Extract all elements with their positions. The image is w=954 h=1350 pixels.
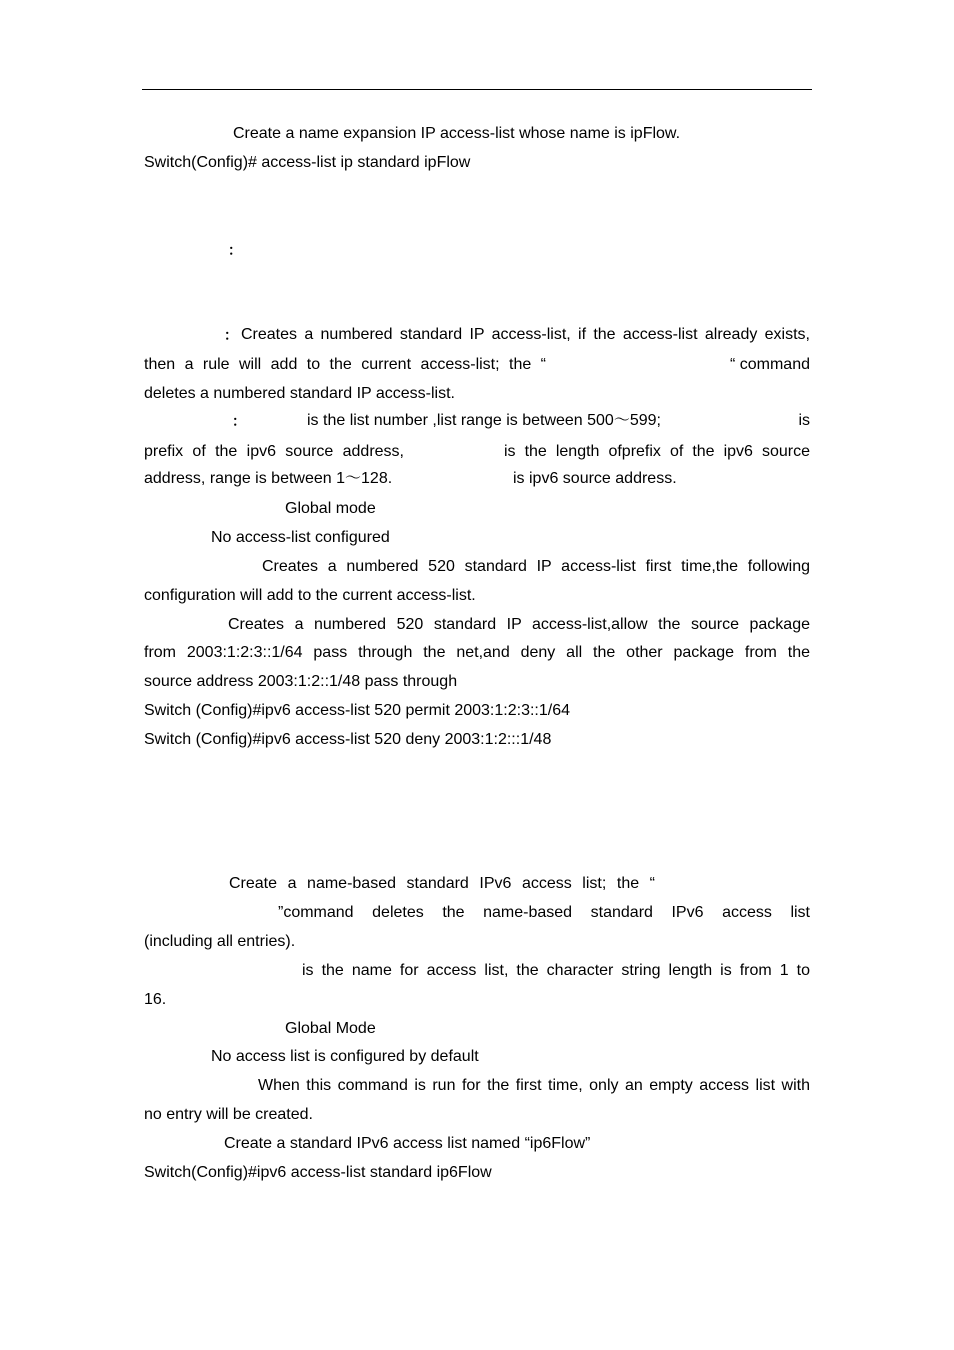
parameter-line-1b: is [798,412,810,429]
example-line-2: from 2003:1:2:3::1/64 pass through the net,and deny all the other package from the [144,644,810,661]
command-mode: Global mode [285,500,376,517]
s3-usage-line-1: When this command is run for the first time, only an empty access list with [258,1077,810,1094]
s3-function-line-3: (including all entries). [144,933,296,950]
parameter-colon: ： [232,413,246,429]
usage-line-2: configuration will add to the current access-list. [144,587,476,604]
s3-usage-line-2: no entry will be created. [144,1106,313,1123]
default-setting: No access-list configured [211,529,390,546]
s3-function-line-1: Create a name-based standard IPv6 access list; the “ [229,875,655,892]
header-rule [142,89,812,90]
section1-example-command: Switch(Config)# access-list ip standard ipFlow [144,154,471,171]
parameter-line-3a: address, range is between 1～128. [144,470,393,487]
example-line-3: source address 2003:1:2::1/48 pass through [144,673,458,690]
function-line-2a: then a rule will add to the current access-list; the “ [144,356,546,373]
parameter-line-2a: prefix of the ipv6 source address, [144,443,404,460]
parameter-line-3b: is ipv6 source address. [513,470,677,487]
parameter-line-1a: is the list number ,list range is between 500～599; [307,412,661,429]
parameter-line-2b: is the length ofprefix of the ipv6 source [504,443,810,460]
section2-heading-colon: ： [228,242,242,258]
example-command-1: Switch (Config)#ipv6 access-list 520 permit 2003:1:2:3::1/64 [144,702,570,719]
s3-default-setting: No access list is configured by default [211,1048,479,1065]
function-colon: ： [224,327,238,343]
s3-function-line-2: ”command deletes the name-based standard IPv6 access list [278,904,810,921]
function-line-1: Creates a numbered standard IP access-list, if the access-list already exists, [241,326,810,343]
s3-command-mode: Global Mode [285,1020,376,1037]
s3-example-command: Switch(Config)#ipv6 access-list standard ip6Flow [144,1164,492,1181]
section1-example-description: Create a name expansion IP access-list whose name is ipFlow. [233,125,681,142]
s3-example-description: Create a standard IPv6 access list named “ip6Flow” [224,1135,591,1152]
example-command-2: Switch (Config)#ipv6 access-list 520 deny 2003:1:2:::1/48 [144,731,552,748]
s3-parameter-line-2: 16. [144,991,167,1008]
usage-line-1: Creates a numbered 520 standard IP access-list first time,the following [262,558,810,575]
s3-parameter-line-1: is the name for access list, the character string length is from 1 to [302,962,810,979]
function-line-2b: “ command [729,356,810,373]
function-line-3: deletes a numbered standard IP access-list. [144,385,455,402]
example-line-1: Creates a numbered 520 standard IP access-list,allow the source package [228,616,810,633]
